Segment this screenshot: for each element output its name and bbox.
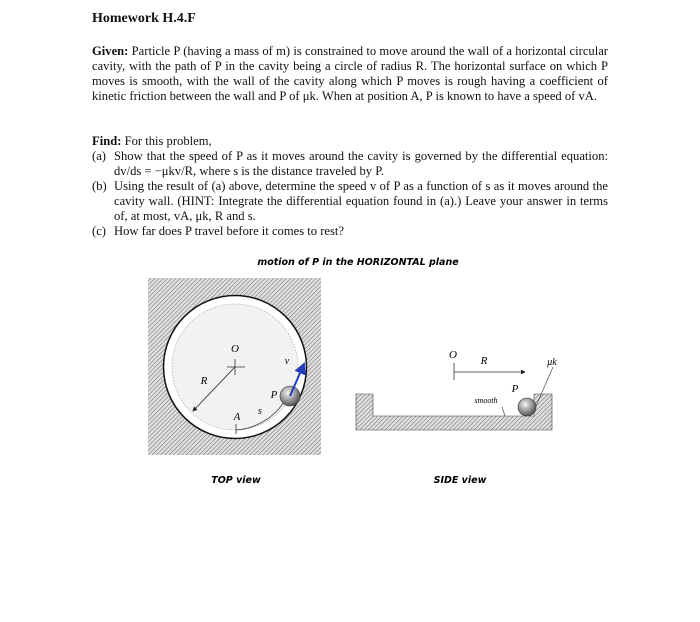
side-view-label: SIDE view	[433, 475, 487, 486]
find-intro: For this problem,	[124, 134, 212, 148]
svg-text:smooth: smooth	[474, 396, 498, 405]
svg-text:μk: μk	[547, 357, 557, 368]
svg-text:O: O	[449, 349, 457, 361]
svg-text:s: s	[258, 406, 262, 417]
svg-text:A: A	[233, 411, 241, 423]
svg-text:P: P	[511, 383, 519, 395]
given-label: Given:	[92, 44, 129, 58]
find-label: Find:	[92, 134, 122, 148]
figure-caption: motion of P in the HORIZONTAL plane	[257, 257, 459, 268]
top-view-label: TOP view	[211, 475, 261, 486]
svg-text:R: R	[480, 355, 488, 367]
svg-text:v: v	[284, 356, 290, 367]
top-view-diagram	[148, 278, 321, 455]
svg-text:R: R	[200, 375, 208, 387]
find-item-b: (b) Using the result of (a) above, determine the speed v of P as a function of s as it moves around the cavity wall. (HINT: Integrate the differential equation found in (a).) Leave your answer in terms of, at most, vA, μk, R and s.	[92, 179, 608, 223]
svg-text:O: O	[231, 343, 239, 355]
side-view-diagram	[356, 349, 557, 430]
given-text: Particle P (having a mass of m) is constrained to move around the wall of a horizontal circular cavity, with the path of P in the cavity being a circle of radius R. The horizontal surface on which P moves is smooth, with the wall of the cavity along which P moves is rough having a coefficient of kinetic friction between the wall and P of μk. When at position A, P is known to have a speed of vA.	[92, 44, 608, 103]
svg-text:P: P	[270, 389, 278, 401]
find-item-c: (c) How far does P travel before it comes to rest?	[92, 224, 344, 238]
page-title: Homework H.4.F	[92, 11, 196, 26]
find-item-a: (a) Show that the speed of P as it moves around the cavity is governed by the differential equation: dv/ds = −μkv/R, where s is the distance traveled by P.	[92, 149, 608, 178]
